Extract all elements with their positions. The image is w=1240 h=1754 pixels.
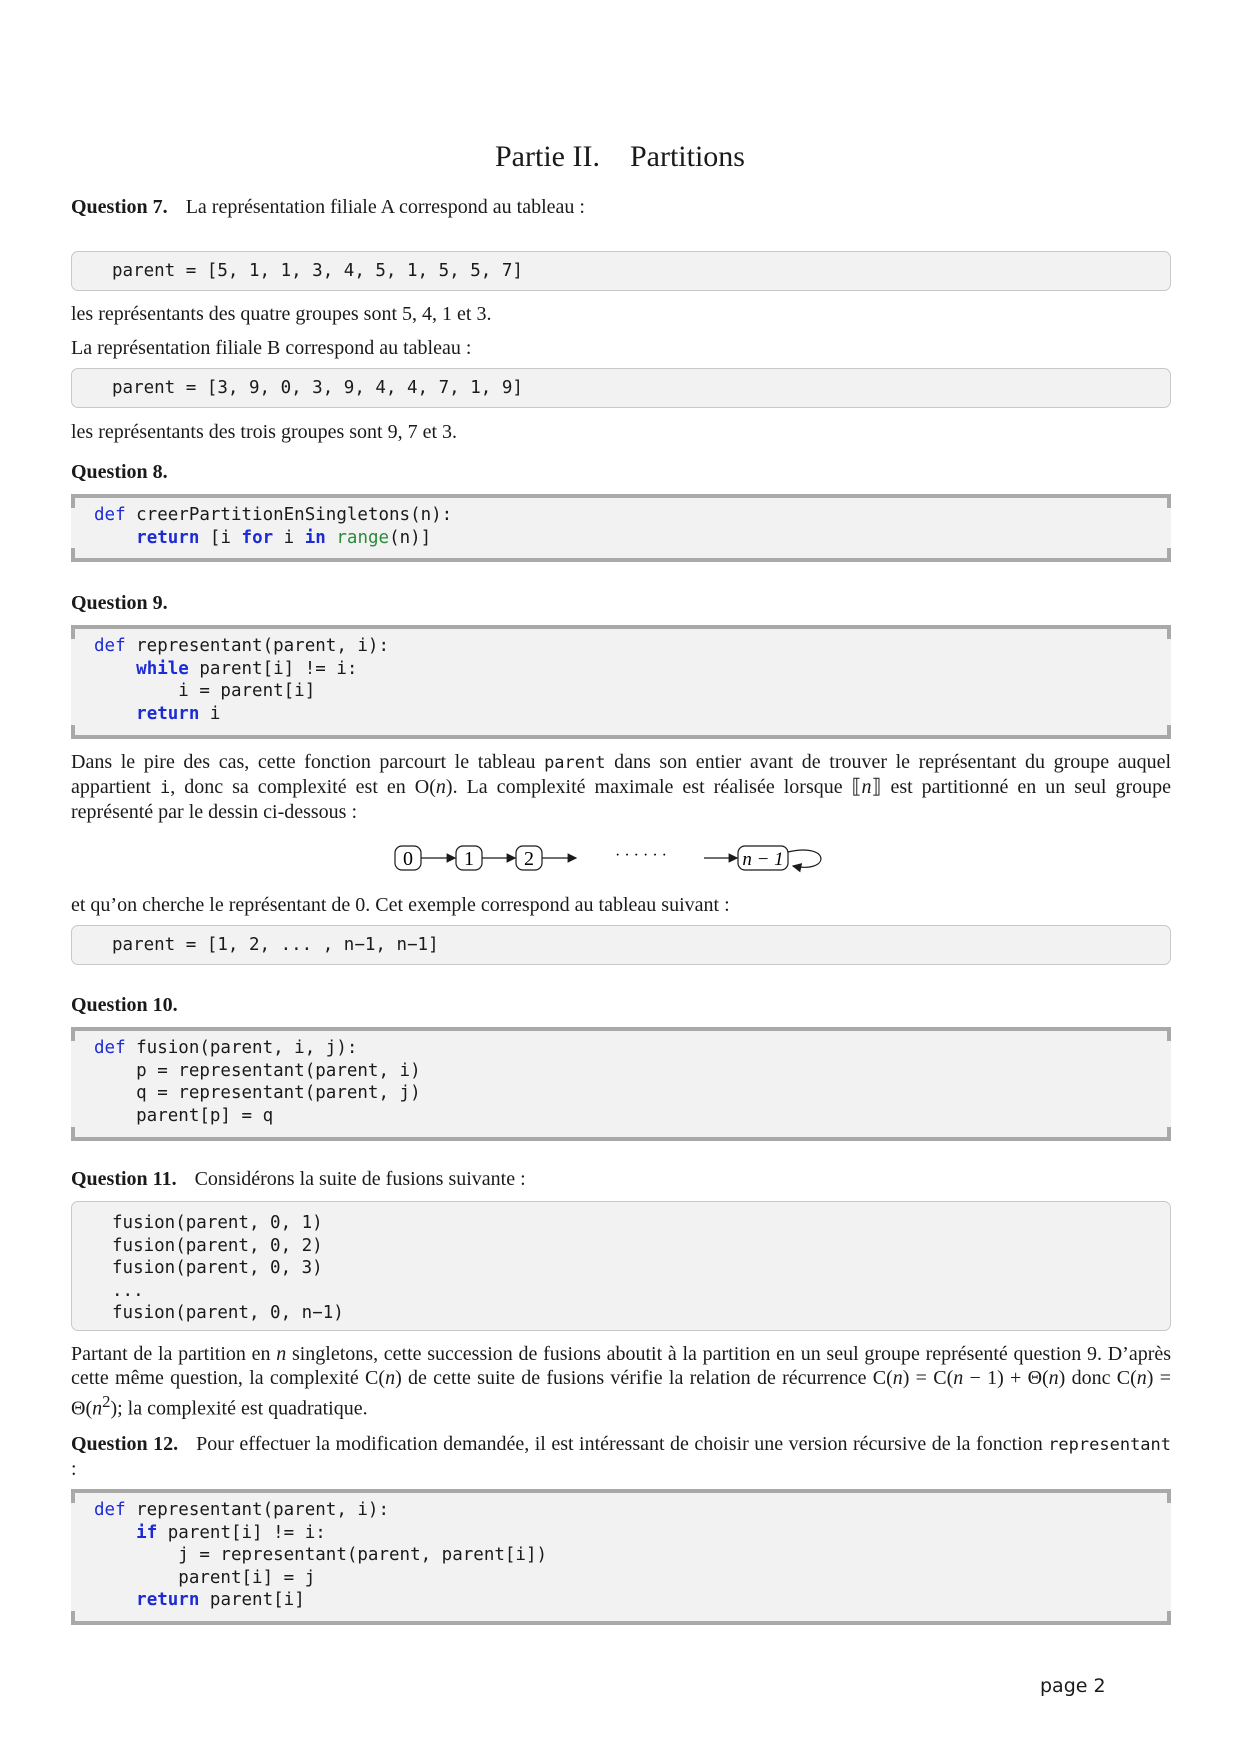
code-text: def representant(parent, i): while parent[i] != i: i = parent[i] return i [94,636,390,724]
question-text: La représentation filiale A correspond au tableau : [185,196,585,218]
node-label: n − 1 [742,849,784,870]
question-10 [71,994,196,1017]
code-box-fusions [71,1201,1171,1331]
code-text: def creerPartitionEnSingletons(n): return [i for i in range(n)] [94,505,453,548]
page-number: page 2 [1040,1675,1106,1697]
paragraph: les représentants des trois groupes sont 9, 7 et 3. [71,421,458,443]
question-12: Question 12. Pour effectuer la modification demandée, il est intéressant de choisir une version récursive de la fonction representant : [71,1433,1172,1480]
paragraph-recurrence: Partant de la partition en n singletons, cette succession de fusions aboutit à la partition en un seul groupe représenté question 9. D’après cette même question, la complexité C(n) de cette suite de fusions vérifie la relation de récurrence C(n) = C(n − 1) + Θ(n) donc $C(n) = \Theta(n^2)$; la complexité est quadratique. [71,1343,1172,1420]
paragraph-complexity: Dans le pire des cas, cette fonction parcourt le tableau parent dans son entier avant de trouver le représentant du groupe auquel appartient i, donc sa complexité est en O(n). La complexité maximale est réalisée lorsque ⟦n⟧ est partitionné en un seul groupe représenté par le dessin ci-dessous : [71,751,1172,823]
code-box-a [71,251,1171,291]
ellipsis: · · · · · · [615,847,667,864]
code-listing-q9 [71,625,1171,739]
self-loop-arrow [788,850,821,867]
node-label: 2 [524,848,534,870]
section-number: Partie II. [495,140,600,173]
code-listing-q8 [71,494,1171,562]
question-8 [71,461,186,484]
question-label: Question 8. [71,461,168,483]
question-label: Question 10. [71,994,178,1016]
question-label: Question 9. [71,592,168,614]
node-label: 0 [403,848,413,870]
code-lines: fusion(parent, 0, 1) fusion(parent, 0, 2) fusion(parent, 0, 3) ... fusion(parent, 0, n−1) [112,1213,344,1323]
node-label: 1 [464,848,474,870]
chain-diagram [71,838,1171,878]
code-box-b [71,368,1171,408]
code-box-example [71,925,1171,965]
question-text: Considérons la suite de fusions suivante : [194,1168,526,1190]
code-line: parent = [1, 2, ... , n−1, n−1] [112,935,439,955]
section-title [0,140,1240,174]
question-label: Question 12. [71,1433,179,1455]
code-line: parent = [5, 1, 1, 3, 4, 5, 1, 5, 5, 7] [112,261,523,281]
section-heading: Partitions [629,140,745,173]
code-listing-q10 [71,1027,1171,1141]
paragraph: et qu’on cherche le représentant de 0. Cet exemple correspond au tableau suivant : [71,894,730,916]
question-11 [71,1168,526,1191]
question-label: Question 11. [71,1168,177,1190]
page [71,0,1171,1754]
code-line: parent = [3, 9, 0, 3, 9, 4, 4, 7, 1, 9] [112,378,523,398]
question-7 [71,196,585,219]
question-9 [71,592,186,615]
paragraph: les représentants des quatre groupes sont 5, 4, 1 et 3. [71,303,492,325]
code-text: def fusion(parent, i, j): p = representant(parent, i) q = representant(parent, j) parent[p] = q [94,1038,421,1126]
code-text: def representant(parent, i): if parent[i] != i: j = representant(parent, parent[i]) parent[i] = j return parent[i] [94,1500,548,1610]
paragraph: La représentation filiale B correspond au tableau : [71,337,472,359]
code-listing-q12 [71,1489,1171,1625]
question-label: Question 7. [71,196,168,218]
